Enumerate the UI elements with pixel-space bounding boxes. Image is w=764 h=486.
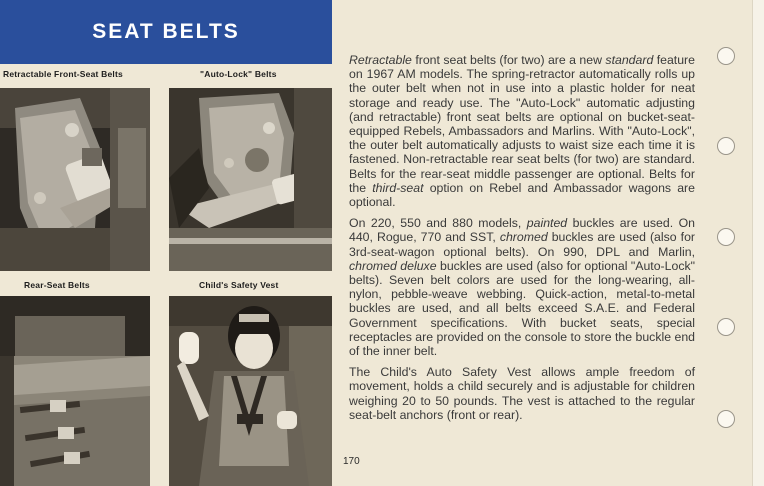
photo-childs-safety-vest <box>169 296 332 486</box>
photo-auto-lock-belts-image <box>169 88 332 271</box>
body-text <box>349 53 695 429</box>
text-italic: Retractable <box>349 53 412 67</box>
text-run: feature on 1967 AM models. The spring-retractor automatically rolls up the outer belt when not in use into a plastic holder for neat storage and ready use. The "Auto-Lock" automatic adjusting (and retractable) front seat belts are optional on bucket-seat-equipped Rebels, Ambassadors and Marlins. With "Auto-Lock", the outer belt automatically adjusts to waist size each time it is fastened. Non-retractable rear seat belts (for two) are standard. Belts for the rear-seat middle passenger are optional. Belts for the <box>349 53 695 195</box>
section-title: SEAT BELTS <box>92 20 240 43</box>
section-title-bar <box>0 0 332 64</box>
text-italic: standard <box>605 53 654 67</box>
photo-rear-seat-belts-image <box>0 296 150 486</box>
text-run: On 220, 550 and 880 models, <box>349 216 527 231</box>
text-run: buckles are used (also for optional "Auto-Lock" belts). Seven belt colors are used for the long-wearing, all-nylon, pebble-weave webbing. Quick-action, metal-to-metal buckles are used, and all belts exceed S.A.E. and Federal Government specifications. With bucket seats, special receptacles are provided on the console to store the buckle end of the inner belt. <box>349 258 695 359</box>
photo-childs-safety-vest-image <box>169 296 332 486</box>
caption-auto-lock-belts: "Auto-Lock" Belts <box>200 69 277 79</box>
page-number: 170 <box>343 456 360 467</box>
binder-hole <box>717 318 735 336</box>
text-run: buckles are used (also for 3rd-seat-wagon optional belts). On 990, DPL and Marlin, <box>349 230 696 259</box>
photo-retractable-belts-image <box>0 88 150 271</box>
photo-auto-lock-belts <box>169 88 332 271</box>
paragraph-retractable <box>349 53 695 209</box>
caption-rear-seat-belts: Rear-Seat Belts <box>24 280 90 290</box>
text-italic: chromed <box>499 230 548 245</box>
text-italic: chromed deluxe <box>349 258 437 273</box>
caption-childs-safety-vest: Child's Safety Vest <box>199 280 279 290</box>
page-edge <box>752 0 764 486</box>
text-run: option on Rebel and Ambassador wagons are optional. <box>349 180 695 210</box>
binder-hole <box>717 137 735 155</box>
text-run: buckles are used. On 440, Rogue, 770 and SST, <box>349 216 695 245</box>
binder-hole <box>717 410 735 428</box>
photo-retractable-belts <box>0 88 150 271</box>
binder-hole <box>717 228 735 246</box>
paragraph-buckles <box>349 216 695 358</box>
caption-retractable-front-seat-belts: Retractable Front-Seat Belts <box>3 69 123 79</box>
photo-rear-seat-belts <box>0 296 150 486</box>
binder-hole <box>717 47 735 65</box>
text-italic: third-seat <box>372 180 424 195</box>
text-run: front seat belts (for two) are a new <box>411 53 606 67</box>
text-italic: painted <box>526 216 568 231</box>
paragraph-safety-vest: The Child's Auto Safety Vest allows ample freedom of movement, holds a child securely and is adjustable for children weighing 20 to 50 pounds. The vest is attached to the regular seat-belt anchors (front or rear). <box>349 365 695 422</box>
